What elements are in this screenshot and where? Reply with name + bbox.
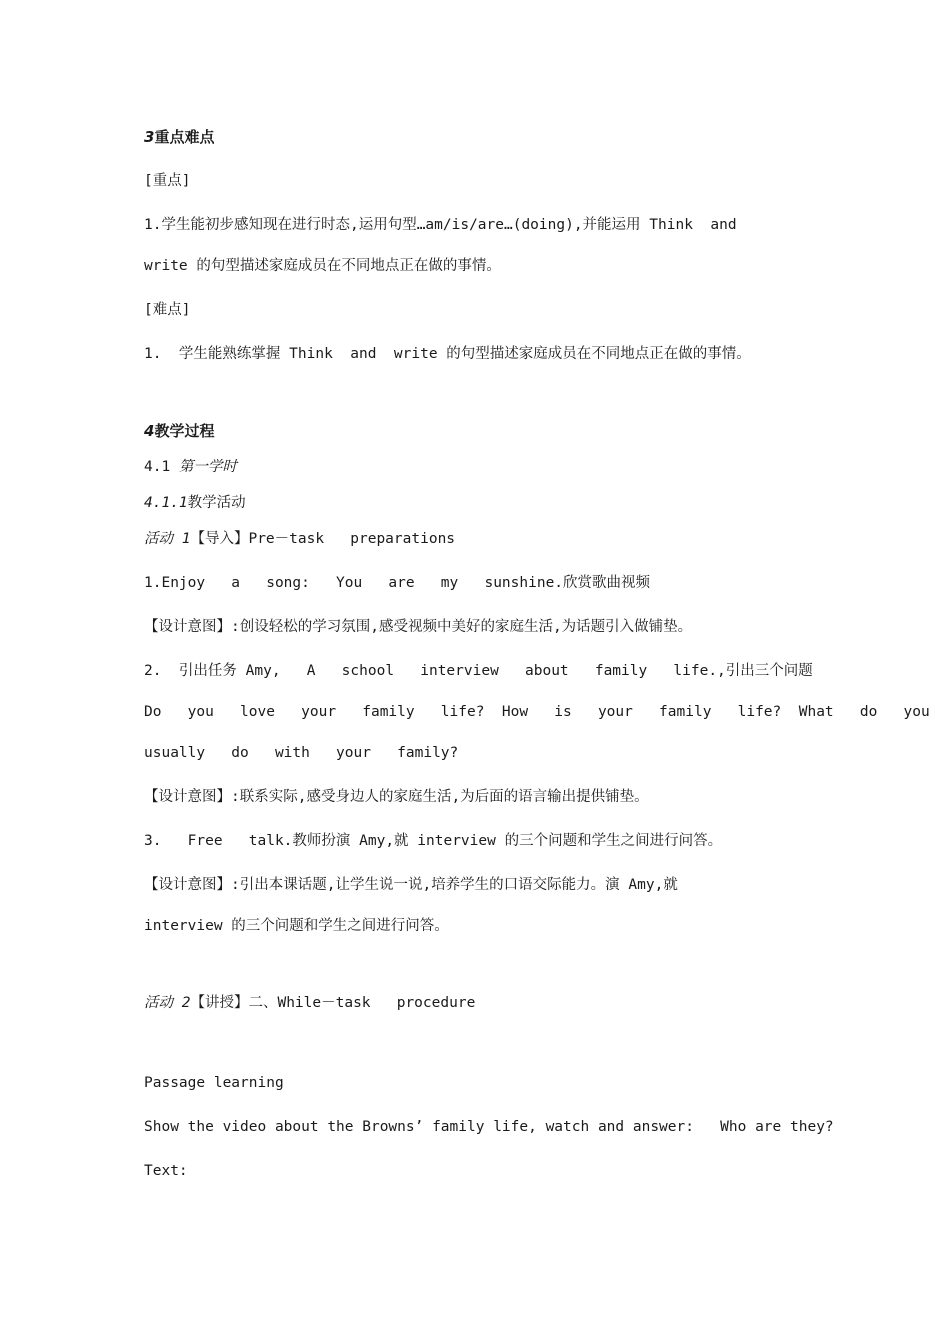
- section-4-title: 教学过程: [154, 422, 215, 440]
- subsection-4-1-1-title: 教学活动: [187, 495, 246, 511]
- subsection-4-1: [144, 457, 237, 477]
- activity-1-title: 【导入】Pre－task preparations: [190, 531, 456, 547]
- section-4-number: 4: [144, 422, 155, 440]
- section-4-heading: [144, 421, 214, 441]
- focus-line-1: 1.学生能初步感知现在进行时态,运用句型…am/is/are…(doing),并能运用 Think and: [144, 217, 737, 233]
- paragraph-design-intent-2: 【设计意图】:联系实际,感受身边人的家庭生活,为后面的语言输出提供铺垫。: [144, 789, 649, 805]
- paragraph-questions-line-1: Do you love your family life? How is your family life? What do you: [144, 704, 930, 720]
- section-3-number: 3: [144, 128, 155, 146]
- difficulty-label: [难点]: [144, 302, 191, 318]
- activity-2-title: 【讲授】二、While－task procedure: [190, 995, 476, 1011]
- paragraph-text-label: Text:: [144, 1163, 188, 1179]
- subsection-4-1-1-number: 4.1.1: [144, 495, 188, 511]
- activity-2-heading: [144, 993, 475, 1013]
- difficulty-line-1: 1. 学生能熟练掌握 Think and write 的句型描述家庭成员在不同地点正在做的事情。: [144, 346, 751, 362]
- activity-1-prefix: 活动 1: [144, 531, 191, 547]
- subsection-4-1-number: 4.1: [144, 459, 179, 475]
- subsection-4-1-title: 第一学时: [178, 459, 237, 475]
- subsection-4-1-1: [144, 493, 246, 513]
- paragraph-design-intent-3-line-1: 【设计意图】:引出本课话题,让学生说一说,培养学生的口语交际能力。演 Amy,就: [144, 877, 678, 893]
- paragraph-task-intro: 2. 引出任务 Amy, A school interview about family life.,引出三个问题: [144, 663, 813, 679]
- paragraph-design-intent-3-line-2: interview 的三个问题和学生之间进行问答。: [144, 918, 449, 934]
- activity-2-prefix: 活动 2: [144, 995, 191, 1011]
- paragraph-show-video: Show the video about the Browns’ family life, watch and answer: Who are they?: [144, 1119, 834, 1135]
- section-3-title: 重点难点: [154, 128, 215, 146]
- focus-line-2: write 的句型描述家庭成员在不同地点正在做的事情。: [144, 258, 501, 274]
- activity-1-heading: [144, 529, 455, 549]
- paragraph-free-talk: 3. Free talk.教师扮演 Amy,就 interview 的三个问题和学生之间进行问答。: [144, 833, 723, 849]
- paragraph-questions-line-2: usually do with your family?: [144, 745, 459, 761]
- paragraph-passage-learning: Passage learning: [144, 1075, 284, 1091]
- paragraph-enjoy-song: 1.Enjoy a song: You are my sunshine.欣赏歌曲视频: [144, 575, 651, 591]
- section-3-heading: [144, 127, 214, 147]
- paragraph-design-intent-1: 【设计意图】:创设轻松的学习氛围,感受视频中美好的家庭生活,为话题引入做铺垫。: [144, 619, 693, 635]
- focus-label: [重点]: [144, 173, 191, 189]
